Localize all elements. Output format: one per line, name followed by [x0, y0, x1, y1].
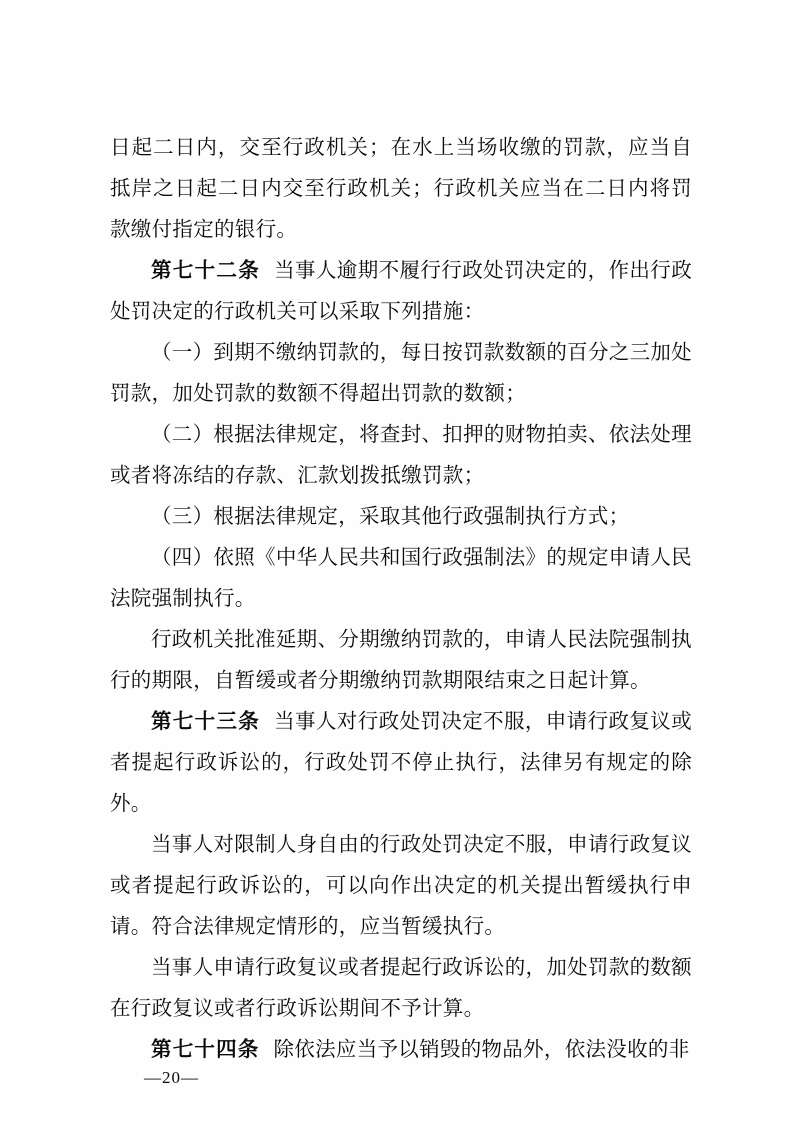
paragraph-continued	[110, 128, 692, 251]
paragraph-text: 除依法应当予以销毁的物品外，依法没收的非	[273, 1039, 690, 1061]
paragraph-text: 当事人对限制人身自由的行政处罚决定不服，申请行政复议或者提起行政诉讼的，可以向作出决定的机关提出暂缓执行申请。符合法律规定情形的，应当暂缓执行。	[110, 834, 692, 938]
paragraph-text: 当事人对行政处罚决定不服，申请行政复议或者提起行政诉讼的，行政处罚不停止执行，法律另有规定的除外。	[110, 711, 692, 815]
paragraph-item-3	[110, 497, 692, 538]
article-label: 第七十二条	[151, 260, 260, 282]
paragraph-text: 行政机关批准延期、分期缴纳罚款的，申请人民法院强制执行的期限，自暂缓或者分期缴纳罚款期限结束之日起计算。	[110, 629, 692, 692]
paragraph-article-72	[110, 251, 692, 333]
page-number: —20—	[144, 1068, 199, 1087]
paragraph-text: 当事人申请行政复议或者提起行政诉讼的，加处罚款的数额在行政复议或者行政诉讼期间不予计算。	[110, 957, 692, 1020]
paragraph-text: 日起二日内，交至行政机关；在水上当场收缴的罚款，应当自抵岸之日起二日内交至行政机关；行政机关应当在二日内将罚款缴付指定的银行。	[110, 137, 692, 241]
paragraph-item-2	[110, 415, 692, 497]
page-footer	[0, 1068, 793, 1088]
paragraph-item-4	[110, 538, 692, 620]
document-body	[110, 128, 692, 1071]
paragraph-article-73	[110, 702, 692, 825]
article-label: 第七十四条	[151, 1039, 260, 1061]
paragraph-article-73-2	[110, 825, 692, 948]
paragraph-text: （三）根据法律规定，采取其他行政强制执行方式；	[151, 506, 630, 528]
paragraph-article-74	[110, 1030, 692, 1071]
paragraph-article-73-3	[110, 948, 692, 1030]
paragraph-text: （一）到期不缴纳罚款的，每日按罚款数额的百分之三加处罚款，加处罚款的数额不得超出罚款的数额；	[110, 342, 692, 405]
paragraph-text: （二）根据法律规定，将查封、扣押的财物拍卖、依法处理或者将冻结的存款、汇款划拨抵缴罚款；	[110, 424, 692, 487]
article-label: 第七十三条	[151, 711, 260, 733]
paragraph-text: （四）依照《中华人民共和国行政强制法》的规定申请人民法院强制执行。	[110, 547, 692, 610]
paragraph-text: 当事人逾期不履行行政处罚决定的，作出行政处罚决定的行政机关可以采取下列措施：	[110, 260, 692, 323]
paragraph-item-1	[110, 333, 692, 415]
paragraph-article-72-tail	[110, 620, 692, 702]
